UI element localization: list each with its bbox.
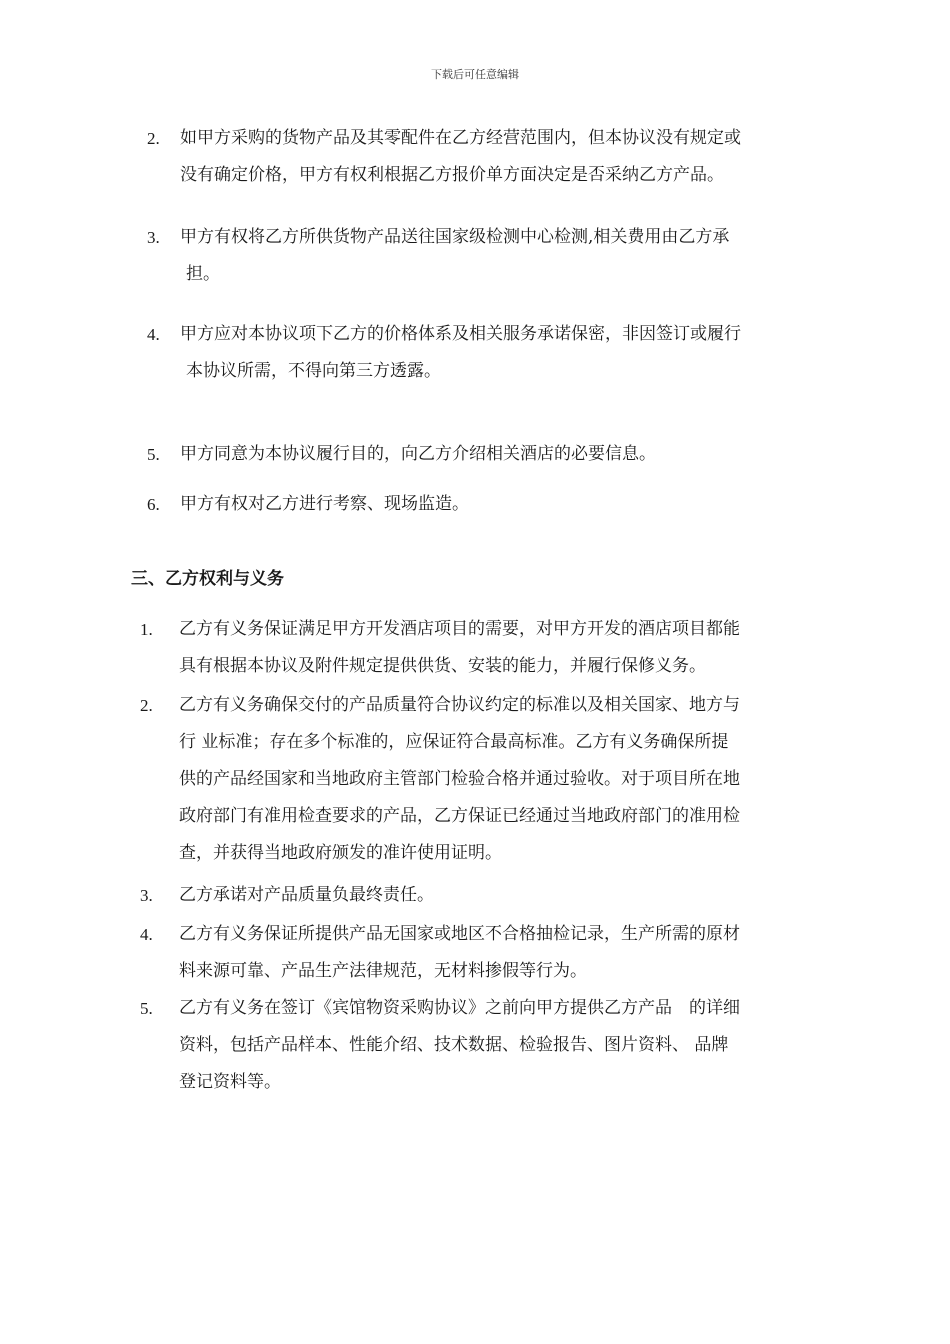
list-number: 2. bbox=[147, 129, 160, 148]
list-text-line: 乙方有义务保证所提供产品无国家或地区不合格抽检记录，生产所需的原材 bbox=[179, 924, 740, 944]
list-text-line: 资料，包括产品样本、性能介绍、技术数据、检验报告、图片资料、 品牌 bbox=[179, 1035, 729, 1055]
list-text-line: 本协议所需，不得向第三方透露。 bbox=[186, 361, 441, 381]
list-number: 4. bbox=[140, 925, 153, 944]
list-item-a-2 bbox=[147, 120, 827, 200]
list-item-a-6 bbox=[147, 486, 827, 526]
list-text-line: 甲方有权将乙方所供货物产品送往国家级检测中心检测,相关费用由乙方承 bbox=[180, 227, 730, 247]
list-text-line: 甲方同意为本协议履行目的，向乙方介绍相关酒店的必要信息。 bbox=[180, 444, 656, 464]
list-text-line: 乙方有义务在签订《宾馆物资采购协议》之前向甲方提供乙方产品 的详细 bbox=[179, 998, 740, 1018]
list-number: 2. bbox=[140, 696, 153, 715]
list-text-line: 登记资料等。 bbox=[179, 1072, 281, 1092]
list-text-line: 担。 bbox=[186, 264, 220, 284]
list-text-line: 没有确定价格，甲方有权利根据乙方报价单方面决定是否采纳乙方产品。 bbox=[180, 165, 724, 185]
list-text-line: 行 业标准；存在多个标准的，应保证符合最高标准。乙方有义务确保所提 bbox=[179, 732, 729, 752]
list-text-line: 乙方有义务保证满足甲方开发酒店项目的需要，对甲方开发的酒店项目都能 bbox=[179, 619, 740, 639]
list-text-line: 具有根据本协议及附件规定提供供货、安装的能力，并履行保修义务。 bbox=[179, 656, 706, 676]
list-text-line: 政府部门有准用检查要求的产品，乙方保证已经通过当地政府部门的准用检 bbox=[179, 806, 740, 826]
list-text-line: 乙方有义务确保交付的产品质量符合协议约定的标准以及相关国家、地方与 bbox=[179, 695, 740, 715]
list-item-b-2 bbox=[140, 687, 830, 877]
list-text-line: 查，并获得当地政府颁发的准许使用证明。 bbox=[179, 843, 502, 863]
list-item-b-4 bbox=[140, 916, 830, 996]
list-number: 5. bbox=[140, 999, 153, 1018]
list-item-a-4 bbox=[147, 316, 827, 396]
list-text-line: 甲方有权对乙方进行考察、现场监造。 bbox=[180, 494, 469, 514]
list-item-a-5 bbox=[147, 436, 827, 476]
list-text-line: 料来源可靠、产品生产法律规范，无材料掺假等行为。 bbox=[179, 961, 587, 981]
list-number: 4. bbox=[147, 325, 160, 344]
list-text-line: 乙方承诺对产品质量负最终责任。 bbox=[179, 885, 434, 905]
list-number: 6. bbox=[147, 495, 160, 514]
list-item-a-3 bbox=[147, 219, 827, 299]
list-item-b-5 bbox=[140, 990, 830, 1105]
page-header: 下载后可任意编辑 bbox=[431, 68, 519, 81]
section-heading: 三、乙方权利与义务 bbox=[131, 569, 284, 589]
list-text-line: 供的产品经国家和当地政府主管部门检验合格并通过验收。对于项目所在地 bbox=[179, 769, 740, 789]
list-number: 3. bbox=[147, 228, 160, 247]
list-number: 3. bbox=[140, 886, 153, 905]
list-number: 5. bbox=[147, 445, 160, 464]
list-text-line: 甲方应对本协议项下乙方的价格体系及相关服务承诺保密，非因签订或履行 bbox=[180, 324, 741, 344]
list-item-b-3 bbox=[140, 877, 830, 917]
list-number: 1. bbox=[140, 620, 153, 639]
list-text-line: 如甲方采购的货物产品及其零配件在乙方经营范围内，但本协议没有规定或 bbox=[180, 128, 741, 148]
list-item-b-1 bbox=[140, 611, 830, 691]
